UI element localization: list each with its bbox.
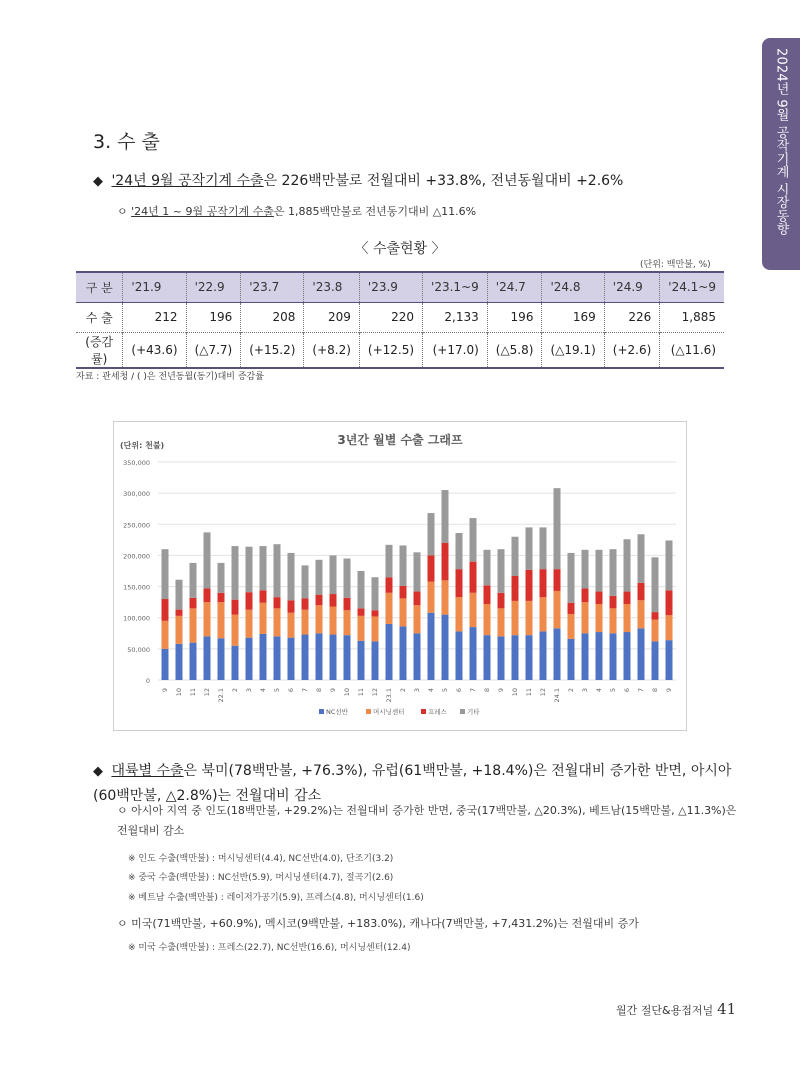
bar-segment [288, 600, 295, 612]
x-tick-label: 3 [245, 688, 253, 693]
bar-segment [260, 590, 267, 602]
y-tick-label: 100,000 [123, 614, 150, 623]
bar-segment [498, 608, 505, 636]
x-tick-label: 4 [595, 688, 603, 693]
bar-segment [176, 644, 183, 680]
table-header-period: '24.8 [542, 272, 604, 302]
table-cell: (+8.2) [304, 332, 360, 368]
bar-segment [246, 638, 253, 680]
bar-segment [400, 598, 407, 626]
bar-segment [540, 597, 547, 631]
bullet-continent-key: 대륙별 수출 [111, 763, 184, 779]
bar-segment [400, 586, 407, 598]
bar-segment [428, 513, 435, 555]
bar-segment [288, 638, 295, 680]
bar-segment [596, 550, 603, 592]
bar-segment [428, 582, 435, 613]
bar-segment [470, 627, 477, 680]
bar-segment [652, 620, 659, 642]
legend-swatch [460, 709, 465, 714]
bar-segment [190, 563, 197, 598]
bar-segment [554, 569, 561, 591]
x-tick-label: 9 [329, 688, 337, 693]
bar-segment [652, 612, 659, 619]
table-header-period: '23.8 [304, 272, 360, 302]
bar-segment [414, 605, 421, 633]
section-title: 3. 수 출 [93, 131, 160, 153]
table-header-period: '23.1~9 [423, 272, 488, 302]
bar-segment [498, 593, 505, 609]
x-tick-label: 6 [623, 688, 631, 693]
legend-swatch [366, 709, 371, 714]
bar-segment [358, 571, 365, 608]
circle-bullet-icon: ㅇ [117, 205, 132, 218]
bar-segment [358, 641, 365, 680]
table-cell: 196 [186, 302, 241, 332]
chart-svg [114, 422, 686, 730]
x-tick-label: 5 [273, 688, 281, 693]
bar-segment [372, 616, 379, 641]
bar-segment [540, 569, 547, 597]
bar-segment [302, 565, 309, 598]
table-header-period: '23.9 [359, 272, 422, 302]
bar-segment [218, 563, 225, 593]
table-title: 〈 수출현황 〉 [354, 241, 446, 257]
bar-segment [260, 603, 267, 634]
bar-segment [386, 545, 393, 577]
bar-segment [442, 580, 449, 614]
x-tick-label: 8 [651, 688, 659, 693]
bar-segment [624, 592, 631, 604]
bar-segment [596, 632, 603, 680]
bar-segment [498, 549, 505, 593]
bar-segment [610, 608, 617, 633]
bar-segment [372, 610, 379, 616]
bar-segment [316, 595, 323, 606]
export-status-table [76, 271, 724, 369]
bar-segment [610, 596, 617, 608]
bullet-summary-text: 은 226백만불로 전월대비 +33.8%, 전년동월대비 +2.6% [263, 173, 624, 189]
x-tick-label: 12 [539, 688, 547, 697]
monthly-export-chart [113, 421, 687, 731]
table-cell: (+15.2) [241, 332, 304, 368]
bar-segment [330, 607, 337, 635]
bar-segment [442, 615, 449, 680]
bullet-sub-text: 은 1,885백만불로 전년동기대비 △11.6% [273, 205, 477, 218]
note-india: ※ 인도 수출(백만불) : 머시닝센터(4.4), NC선반(4.0), 단조기(3.2) [128, 854, 394, 864]
table-cell: 220 [359, 302, 422, 332]
bar-segment [582, 633, 589, 680]
bar-segment [554, 488, 561, 569]
table-cell: (△19.1) [542, 332, 604, 368]
x-tick-label: 2 [399, 688, 407, 693]
x-tick-label: 7 [469, 688, 477, 693]
x-tick-label: 4 [427, 688, 435, 693]
bar-segment [204, 636, 211, 680]
x-tick-label: 24.1 [553, 688, 561, 703]
x-tick-label: 3 [581, 688, 589, 693]
bar-segment [218, 602, 225, 638]
table-cell: 208 [241, 302, 304, 332]
bar-segment [610, 549, 617, 596]
bar-segment [162, 649, 169, 680]
bar-segment [568, 614, 575, 639]
y-tick-label: 200,000 [123, 552, 150, 561]
legend-label: 기타 [467, 708, 480, 716]
bar-segment [428, 555, 435, 581]
bar-segment [204, 588, 211, 602]
bar-segment [386, 577, 393, 593]
x-tick-label: 5 [609, 688, 617, 693]
note-china: ※ 중국 수출(백만불) : NC선반(5.9), 머시닝센터(4.7), 절곡기(2.6) [128, 873, 394, 883]
bar-segment [330, 594, 337, 606]
table-header-period: '23.7 [241, 272, 304, 302]
bar-segment [484, 635, 491, 680]
bar-segment [232, 546, 239, 600]
bar-segment [386, 593, 393, 624]
bullet-sub-cumulative [117, 203, 476, 219]
bar-segment [344, 610, 351, 635]
legend-swatch [421, 709, 426, 714]
bar-segment [302, 598, 309, 609]
bar-segment [344, 635, 351, 680]
table-row [76, 332, 724, 368]
bar-segment [204, 602, 211, 636]
table-header-label: 구 분 [85, 280, 113, 295]
bar-segment [512, 537, 519, 576]
bar-segment [526, 601, 533, 635]
bar-segment [302, 610, 309, 635]
x-tick-label: 9 [497, 688, 505, 693]
legend-label: 프레스 [428, 708, 447, 716]
table-cell: (△7.7) [186, 332, 241, 368]
table-cell: 2,133 [423, 302, 488, 332]
bar-segment [568, 553, 575, 603]
x-tick-label: 11 [525, 688, 533, 697]
bar-segment [330, 635, 337, 680]
bar-segment [176, 616, 183, 644]
bar-segment [638, 583, 645, 600]
bar-segment [190, 598, 197, 609]
bar-segment [638, 628, 645, 680]
bar-segment [260, 634, 267, 680]
x-tick-label: 6 [455, 688, 463, 693]
bar-segment [554, 628, 561, 680]
bar-segment [554, 591, 561, 628]
bar-segment [484, 585, 491, 604]
table-cell: (+17.0) [423, 332, 488, 368]
x-tick-label: 10 [343, 688, 351, 697]
bar-segment [302, 635, 309, 680]
bar-segment [484, 550, 491, 586]
table-header-period: '24.1~9 [660, 272, 724, 302]
bar-segment [540, 527, 547, 569]
bar-segment [162, 599, 169, 621]
bar-segment [428, 613, 435, 680]
bar-segment [176, 580, 183, 610]
bar-segment [470, 562, 477, 593]
bar-segment [232, 600, 239, 615]
bullet-summary-key: '24년 9월 공작기계 수출 [111, 173, 264, 189]
bar-segment [162, 621, 169, 649]
bar-segment [274, 597, 281, 608]
bar-segment [666, 590, 673, 615]
x-tick-label: 5 [441, 688, 449, 693]
x-tick-label: 9 [665, 688, 673, 693]
table-cell: (△11.6) [660, 332, 724, 368]
bar-segment [526, 635, 533, 680]
bar-segment [666, 540, 673, 590]
bar-segment [470, 518, 477, 562]
x-tick-label: 12 [371, 688, 379, 697]
note-usa: ※ 미국 수출(백만불) : 프레스(22.7), NC선반(16.6), 머시닝센터(12.4) [128, 943, 411, 953]
table-cell: 1,885 [660, 302, 724, 332]
table-cell: 226 [604, 302, 660, 332]
bar-segment [372, 577, 379, 610]
bar-segment [456, 569, 463, 597]
bar-segment [512, 635, 519, 680]
table-cell: 209 [304, 302, 360, 332]
table-header-period: '21.9 [123, 272, 186, 302]
bar-segment [582, 602, 589, 633]
x-tick-label: 8 [315, 688, 323, 693]
table-cell: (+12.5) [359, 332, 422, 368]
bar-segment [456, 597, 463, 631]
bar-segment [176, 610, 183, 616]
note-vietnam: ※ 베트남 수출(백만불) : 레이저가공기(5.9), 프레스(4.8), 머시닝센터(1.6) [128, 893, 424, 903]
x-tick-label: 11 [357, 688, 365, 697]
legend-label: 머시닝센터 [373, 708, 405, 716]
table-unit: (단위: 백만불, %) [640, 260, 711, 270]
bar-segment [372, 641, 379, 680]
bar-segment [414, 633, 421, 680]
x-tick-label: 8 [483, 688, 491, 693]
table-row [76, 302, 724, 332]
table-cell: 196 [487, 302, 542, 332]
bar-segment [484, 604, 491, 635]
bar-segment [638, 534, 645, 583]
bullet-continent-text: 은 북미(78백만불, +76.3%), 유럽(61백만불, +18.4%)은 전월대비 증가한 반면, 아시아(60백만불, △2.8%)는 전월대비 감소 [93, 763, 732, 804]
x-tick-label: 10 [175, 688, 183, 697]
y-tick-label: 300,000 [123, 490, 150, 499]
x-tick-label: 2 [567, 688, 575, 693]
magazine-name: 월간 절단&용접저널 [616, 1004, 714, 1017]
bar-segment [624, 539, 631, 591]
section-side-tab [762, 38, 800, 270]
bar-segment [344, 598, 351, 610]
side-tab-label: 2024년 9월 공작기계 시장동향 [773, 48, 789, 236]
bar-segment [316, 560, 323, 595]
table-source-note: 자료 : 관세청 / ( )은 전년동월(동기)대비 증감률 [76, 372, 264, 382]
bar-segment [358, 608, 365, 615]
bar-segment [316, 605, 323, 633]
bar-segment [666, 615, 673, 640]
y-tick-label: 50,000 [127, 645, 150, 654]
bar-segment [456, 631, 463, 680]
bar-segment [232, 615, 239, 646]
bar-segment [582, 550, 589, 589]
bar-segment [204, 532, 211, 588]
bar-segment [386, 624, 393, 680]
y-tick-label: 0 [145, 677, 150, 685]
page-footer [616, 1000, 736, 1018]
bar-segment [218, 638, 225, 680]
bar-segment [316, 633, 323, 680]
bar-segment [512, 576, 519, 601]
x-tick-label: 11 [189, 688, 197, 697]
bar-segment [162, 549, 169, 599]
bullet-sub-key: '24년 1 ~ 9월 공작기계 수출 [131, 205, 274, 218]
bar-segment [358, 616, 365, 641]
bar-segment [596, 604, 603, 632]
sub-asia: ㅇ 아시아 지역 중 인도(18백만불, +29.2%)는 전월대비 증가한 반면, 중국(17백만불, △20.3%), 베트남(15백만불, △11.3%)은 전월대비 감소 [117, 804, 737, 837]
x-tick-label: 4 [259, 688, 267, 693]
legend-swatch [319, 709, 324, 714]
bar-segment [274, 636, 281, 680]
x-tick-label: 3 [413, 688, 421, 693]
table-header-period: '24.9 [604, 272, 660, 302]
bullet-summary [93, 170, 623, 190]
bar-segment [624, 632, 631, 680]
bar-segment [190, 643, 197, 680]
bar-segment [442, 543, 449, 580]
bar-segment [624, 604, 631, 632]
bar-segment [218, 593, 225, 602]
bar-segment [442, 490, 449, 543]
bar-segment [232, 646, 239, 680]
x-tick-label: 2 [231, 688, 239, 693]
bar-segment [540, 631, 547, 680]
table-row-label: (증감률) [85, 334, 114, 366]
diamond-bullet-icon: ◆ [93, 764, 103, 779]
chart-title: 3년간 월별 수출 그래프 [337, 433, 463, 447]
x-tick-label: 22.1 [217, 688, 225, 703]
bar-segment [666, 640, 673, 680]
y-tick-label: 350,000 [123, 459, 150, 467]
bar-segment [330, 555, 337, 594]
bar-segment [288, 553, 295, 600]
bar-segment [470, 593, 477, 627]
table-cell: 212 [123, 302, 186, 332]
bar-segment [526, 570, 533, 601]
x-tick-label: 23.1 [385, 688, 393, 703]
table-row-label: 수 출 [85, 310, 113, 325]
y-tick-label: 150,000 [123, 583, 150, 592]
diamond-bullet-icon: ◆ [93, 174, 103, 189]
x-tick-label: 7 [637, 688, 645, 693]
bar-segment [414, 552, 421, 591]
bar-segment [274, 544, 281, 597]
bar-segment [190, 608, 197, 642]
x-tick-label: 9 [161, 688, 169, 693]
table-header-period: '22.9 [186, 272, 241, 302]
bar-segment [260, 546, 267, 590]
table-cell: (△5.8) [487, 332, 542, 368]
bar-segment [568, 639, 575, 680]
bar-segment [456, 533, 463, 569]
y-tick-label: 250,000 [123, 521, 150, 530]
table-cell: (+43.6) [123, 332, 186, 368]
x-tick-label: 12 [203, 688, 211, 697]
bar-segment [568, 603, 575, 614]
bar-segment [610, 633, 617, 680]
x-tick-label: 10 [511, 688, 519, 697]
bar-segment [652, 641, 659, 680]
table-header-row [76, 272, 724, 302]
bar-segment [400, 545, 407, 585]
bar-segment [246, 547, 253, 592]
page-number: 41 [717, 1000, 737, 1018]
bar-segment [400, 626, 407, 680]
chart-unit-label: (단위: 천불) [120, 441, 165, 450]
bar-segment [582, 588, 589, 602]
bar-segment [652, 557, 659, 612]
bar-segment [498, 636, 505, 680]
bar-segment [344, 559, 351, 598]
bar-segment [414, 592, 421, 606]
bar-segment [638, 600, 645, 628]
x-tick-label: 6 [287, 688, 295, 693]
sub-americas: ㅇ 미국(71백만불, +60.9%), 멕시코(9백만불, +183.0%), 캐나다(7백만불, +7,431.2%)는 전월대비 증가 [117, 917, 639, 930]
bar-segment [246, 592, 253, 609]
table-header-period: '24.7 [487, 272, 542, 302]
legend-label: NC선반 [326, 708, 348, 716]
bar-segment [596, 592, 603, 604]
table-cell: 169 [542, 302, 604, 332]
bar-segment [274, 608, 281, 636]
x-tick-label: 7 [301, 688, 309, 693]
bar-segment [512, 601, 519, 635]
bar-segment [288, 613, 295, 638]
table-cell: (+2.6) [604, 332, 660, 368]
bar-segment [526, 527, 533, 569]
bar-segment [246, 610, 253, 638]
